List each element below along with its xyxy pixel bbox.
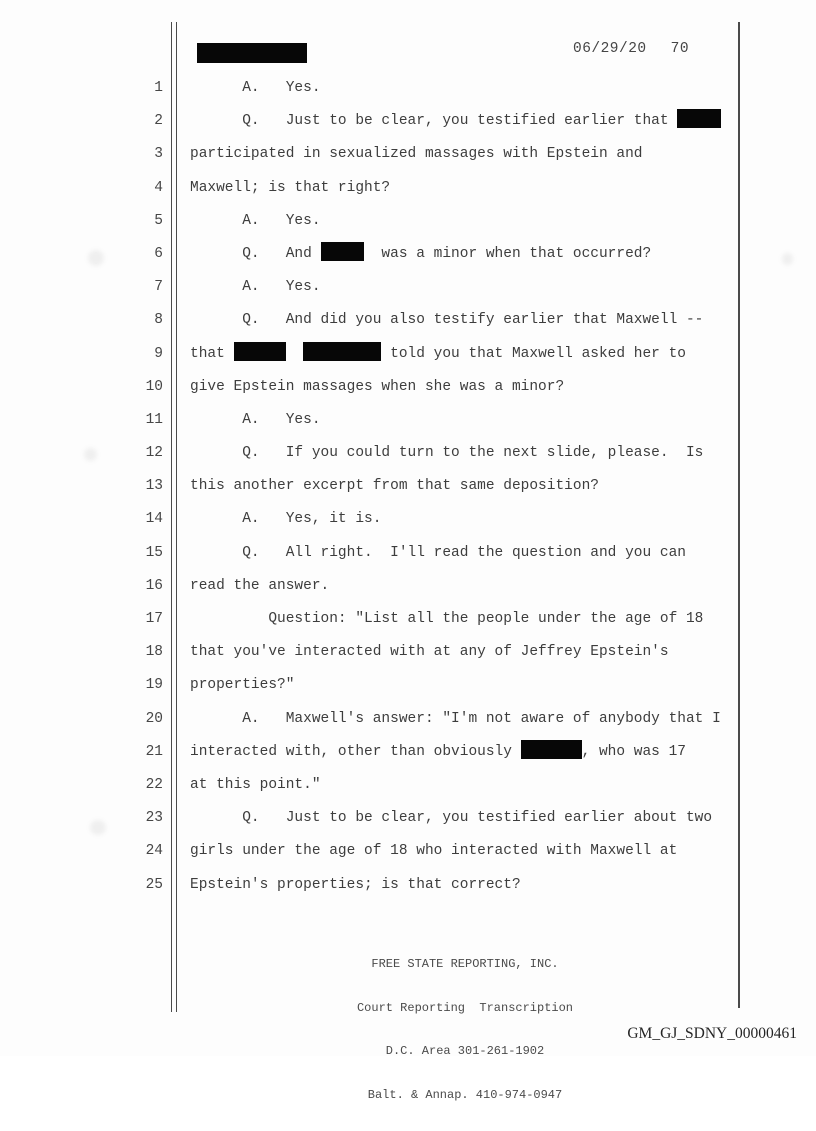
transcript-line [100,703,745,736]
line-number: 11 [145,411,163,428]
line-text: A. Yes. [190,80,321,96]
line-number: 5 [154,212,163,229]
transcript-line [100,404,745,437]
scan-smudge [90,820,106,835]
line-number: 25 [145,876,163,893]
line-number: 17 [145,611,163,627]
line-number: 16 [145,577,163,594]
transcript-line [100,503,745,536]
transcript-line [100,371,745,404]
transcript-line [100,238,745,271]
header-meta [573,41,689,57]
line-text: interacted with, other than obviously , who was 17 [190,736,686,769]
transcript-body [100,72,745,902]
transcript-line [100,105,745,138]
line-number: 4 [154,179,163,196]
bates-number: GM_GJ_SDNY_00000461 [627,1025,797,1042]
line-number: 22 [145,776,163,793]
transcript-line [100,138,745,171]
line-text: at this point." [190,776,321,793]
transcript-line [100,72,745,105]
transcript-line [100,338,745,371]
line-text: read the answer. [190,577,330,594]
redaction-box [677,109,721,128]
line-text: Q. And did you also testify earlier that Maxwell -- [190,312,704,329]
transcript-line [100,172,745,205]
scan-smudge [84,448,97,461]
footer-line-balt-phone: Balt. & Annap. 410-974-0947 [367,1087,563,1102]
line-number: 2 [154,113,163,130]
transcript-line [100,636,745,669]
line-text: A. Yes, it is. [190,511,382,528]
header-page-number: 70 [670,41,690,57]
line-number: 18 [145,644,163,661]
line-number: 19 [145,677,163,694]
line-number: 10 [145,378,163,395]
transcript-line [100,205,745,238]
transcript-line [100,271,745,304]
line-text: participated in sexualized massages with Epstein and [190,146,643,163]
line-number: 12 [145,445,163,462]
line-text: Q. Just to be clear, you testified earlier about two [190,810,713,827]
line-text: Q. All right. I'll read the question and you can [190,544,686,561]
transcript-line [100,736,745,769]
transcript-line [100,802,745,835]
line-number: 23 [145,810,163,827]
line-number: 1 [154,80,163,96]
transcript-line [100,570,745,603]
line-number: 9 [154,345,163,362]
redaction-box [234,342,286,361]
line-number: 7 [154,279,163,296]
redaction-box [321,242,365,261]
line-text: give Epstein massages when she was a minor? [190,378,565,395]
line-number: 13 [145,478,163,495]
line-text: that you've interacted with at any of Jeffrey Epstein's [190,644,669,661]
line-number: 21 [145,743,163,760]
line-number: 8 [154,312,163,329]
transcript-line [100,869,745,902]
line-text: A. Yes. [190,212,321,229]
line-number: 14 [145,511,163,528]
line-text: that told you that Maxwell asked her to [190,338,686,371]
line-number: 20 [145,710,163,727]
transcript-line [100,537,745,570]
line-text: properties?" [190,677,295,694]
line-text: A. Maxwell's answer: "I'm not aware of anybody that I [190,710,721,727]
line-text: this another excerpt from that same deposition? [190,478,599,495]
scan-smudge [782,253,793,265]
line-text: Question: "List all the people under the age of 18 [190,611,704,627]
line-text: Q. And was a minor when that occurred? [190,238,651,271]
line-text: Q. Just to be clear, you testified earlier that [190,105,721,138]
line-text: A. Yes. [190,279,321,296]
line-text: A. Yes. [190,411,321,428]
scan-smudge [88,250,104,266]
footer-line-company: FREE STATE REPORTING, INC. [371,957,559,971]
line-text: Maxwell; is that right? [190,179,391,196]
transcript-line [100,769,745,802]
transcript-line [100,669,745,702]
header-redaction-bar [197,43,307,63]
transcript-line [100,470,745,503]
header-date: 06/29/20 [573,41,647,57]
line-number: 3 [154,146,163,163]
transcript-line [100,304,745,337]
transcript-line [100,437,745,470]
footer-line-service: Court Reporting Transcription [356,1000,574,1015]
redaction-box [303,342,381,361]
line-text: Epstein's properties; is that correct? [190,876,521,893]
transcript-line [100,835,745,868]
line-number: 24 [145,843,163,860]
line-text: girls under the age of 18 who interacted with Maxwell at [190,843,678,860]
transcript-line [100,603,745,636]
redaction-box [521,740,582,759]
line-number: 6 [154,245,163,262]
line-number: 15 [145,544,163,561]
line-text: Q. If you could turn to the next slide, please. Is [190,445,704,462]
footer-line-dc-phone: D.C. Area 301-261-1902 [385,1044,545,1058]
